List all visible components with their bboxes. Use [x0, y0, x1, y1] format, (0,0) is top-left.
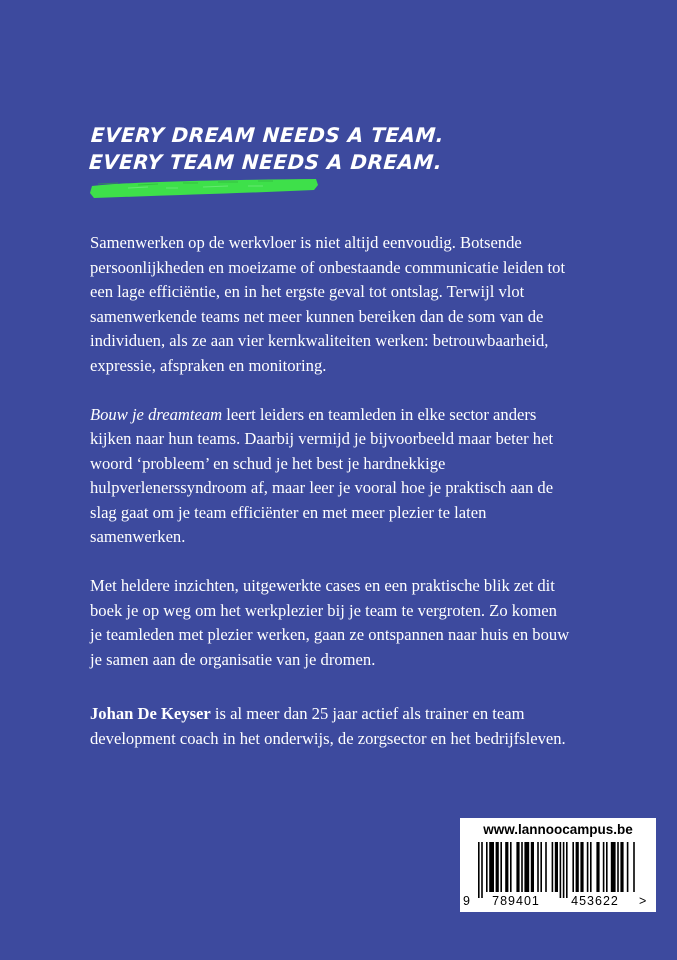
barcode-bar: [505, 842, 508, 892]
barcode-bar: [576, 842, 579, 892]
barcode-bar: [566, 842, 568, 898]
barcode-bar: [627, 842, 629, 892]
barcode-bar: [572, 842, 574, 892]
barcode-bar: [496, 842, 499, 892]
back-cover-copy: [90, 231, 570, 751]
barcode-bar: [552, 842, 554, 892]
book-title: Bouw je dreamteam: [90, 404, 223, 424]
barcode-bar: [516, 842, 519, 892]
green-brush-stroke: [88, 176, 320, 202]
barcode-bar: [587, 842, 589, 892]
barcode-bar: [486, 842, 488, 892]
barcode-bar: [560, 842, 562, 898]
barcode-bar: [596, 842, 599, 892]
tagline-line-1: EVERY DREAM NEEDS A TEAM.: [90, 123, 445, 147]
author-bio: [90, 702, 570, 751]
barcode-bar: [481, 842, 483, 898]
barcode-bar: [620, 842, 623, 892]
intro-paragraph: Samenwerken op de werkvloer is niet altijd eenvoudig. Botsende persoonlijkheden en moeizame of onbestaande communicatie leiden tot een lage efficiëntie, en in het ergste geval tot ontslag. Terwijl vlot samenwerkende teams net meer kunnen bereiken dan de som van de individuen, als ze aan vier kernkwaliteiten werken: betrouwbaarheid, expressie, afspraken en monitoring.: [90, 233, 566, 375]
barcode-bar: [603, 842, 605, 892]
book-summary-paragraph: [90, 403, 570, 550]
barcode-bar: [521, 842, 523, 892]
barcode-bar: [478, 842, 480, 898]
isbn-digits: [460, 892, 656, 910]
author-name: Johan De Keyser: [90, 704, 211, 723]
barcode-bar: [489, 842, 494, 892]
author-bio-text: is al meer dan 25 jaar actief als trainer en team development coach in het onderwijs, de zorgsector en het bedrijfsleven.: [90, 704, 566, 748]
barcode-bar: [590, 842, 592, 892]
barcode-bar: [537, 842, 539, 892]
isbn-arrow: >: [639, 894, 647, 908]
barcode-bar: [540, 842, 542, 892]
tagline: [88, 122, 445, 176]
book-summary-text: leert leiders en teamleden in elke sector anders kijken naar hun teams. Daarbij vermijd je bijvoorbeeld maar beter het woord ‘probleem’ en schud je het best je hardnekkige hulpverlenerssyndroom af, maar leer je vooral hoe je praktisch aan de slag gaat om je team efficiënter en met meer plezier te laten samenwerken.: [90, 404, 554, 546]
barcode-bar: [611, 842, 616, 892]
barcode-bar: [563, 842, 565, 898]
barcode-bar: [580, 842, 583, 892]
closing-paragraph: Met heldere inzichten, uitgewerkte cases en een praktische blik zet dit boek je op weg om het werkplezier bij je team te vergroten. Zo komen je teamleden met plezier werken, gaan ze ontspannen naar huis en bouw je samen aan de organisatie van je dromen.: [90, 576, 570, 669]
isbn-first-digit: 9: [463, 894, 470, 908]
barcode-bar: [606, 842, 608, 892]
barcode-bar: [531, 842, 534, 892]
barcode-bar: [555, 842, 558, 892]
barcode-bar: [500, 842, 502, 892]
barcode-bar: [545, 842, 547, 892]
barcode-bar: [633, 842, 635, 892]
publisher-url: www.lannoocampus.be: [483, 822, 633, 837]
barcode-box: [460, 818, 656, 912]
tagline-line-2: EVERY TEAM NEEDS A DREAM.: [88, 150, 444, 174]
isbn-group-2: 453622: [571, 894, 619, 908]
barcode-bar: [617, 842, 619, 892]
barcode-bar: [510, 842, 512, 892]
barcode-bar: [524, 842, 529, 892]
isbn-group-1: 789401: [492, 894, 540, 908]
